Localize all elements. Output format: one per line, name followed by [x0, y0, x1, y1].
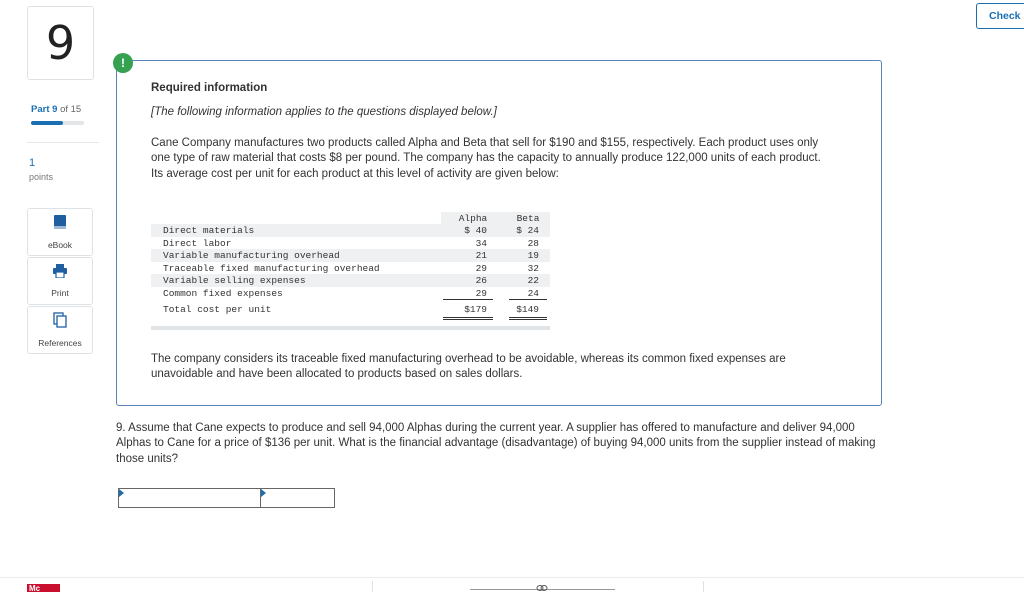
- table-footer-bar: [151, 326, 550, 330]
- footer-separator: [372, 581, 373, 592]
- table-row: [151, 237, 550, 250]
- required-info-title: Required information: [151, 82, 268, 94]
- total-label: Total cost per unit: [163, 303, 272, 315]
- row-label: Direct labor: [163, 237, 232, 249]
- points-value: 1: [29, 157, 36, 169]
- beta-value: 24: [527, 287, 539, 299]
- alpha-value: 29: [475, 262, 487, 274]
- beta-value: $ 24: [516, 225, 539, 236]
- part-total: of 15: [60, 104, 82, 115]
- alpha-value: 26: [475, 275, 487, 287]
- table-row: [151, 249, 550, 262]
- part-current: 9: [52, 104, 58, 115]
- table-row: [151, 287, 550, 300]
- ebook-button[interactable]: [27, 208, 93, 256]
- mcgraw-hill-logo: Mc: [27, 584, 60, 592]
- question-text: 9. Assume that Cane expects to produce and sell 94,000 Alphas during the current year. A supplier has offered to manufacture and deliver 94,000 Alphas to Cane for a price of $136 per unit. What is the financial advantage (disadvantage) of buying 94,000 units from the supplier instead of making those units?: [116, 422, 876, 465]
- ebook-label: eBook: [47, 240, 73, 250]
- part-progress-bar: [31, 121, 84, 125]
- table-header-row: [151, 212, 550, 224]
- alert-icon: !: [113, 53, 133, 73]
- alpha-value: 34: [475, 237, 487, 249]
- cost-per-unit-table: [151, 212, 550, 316]
- row-label: Direct materials: [163, 225, 255, 236]
- double-underline: [443, 317, 493, 318]
- footer-separator: [703, 581, 704, 592]
- table-row: [151, 274, 550, 287]
- beta-value: 22: [527, 275, 539, 287]
- answer-label-input[interactable]: [119, 490, 260, 508]
- double-underline: [509, 319, 547, 320]
- answer-label-cell: [119, 489, 261, 507]
- check-button[interactable]: Check: [976, 3, 1024, 29]
- link-icon[interactable]: [536, 584, 548, 592]
- beta-total: $149: [516, 303, 539, 315]
- part-prefix: Part: [31, 104, 50, 115]
- row-label: Common fixed expenses: [163, 287, 283, 299]
- references-label: References: [38, 338, 82, 348]
- table-row: [151, 224, 550, 237]
- double-underline: [509, 317, 547, 318]
- print-button[interactable]: [27, 257, 93, 305]
- required-info-subtitle: [The following information applies to the questions displayed below.]: [151, 106, 497, 118]
- alpha-value: $ 40: [464, 225, 487, 236]
- alpha-value: 21: [475, 250, 487, 262]
- beta-value: 28: [527, 237, 539, 249]
- alpha-total: $179: [464, 303, 487, 315]
- book-icon: [53, 214, 67, 235]
- beta-value: 32: [527, 262, 539, 274]
- points-label: points: [29, 172, 54, 182]
- answer-row: [118, 488, 335, 508]
- header-alpha: Alpha: [458, 213, 488, 224]
- required-info-body: Cane Company manufactures two products called Alpha and Beta that sell for $190 and $155, respectively. Each product uses only one type of raw material that costs $8 per pound. The company has the capacity to annually produce 122,000 units of each product. Its average cost per unit for each product at this level of activity are given below:: [151, 137, 821, 180]
- dropdown-marker-icon: [119, 489, 124, 497]
- row-label: Traceable fixed manufacturing overhead: [163, 262, 380, 274]
- required-info-note: The company considers its traceable fixed manufacturing overhead to be avoidable, whereas its common fixed expenses are unavoidable and have been allocated to products based on sales dollars.: [151, 353, 786, 381]
- table-row: [151, 262, 550, 275]
- references-button[interactable]: [27, 306, 93, 354]
- dropdown-marker-icon: [261, 489, 266, 497]
- footer-divider: [0, 577, 1024, 578]
- beta-value: 19: [527, 250, 539, 262]
- print-label: Print: [51, 288, 69, 298]
- row-label: Variable selling expenses: [163, 275, 306, 287]
- row-label: Variable manufacturing overhead: [163, 250, 340, 262]
- header-beta: Beta: [516, 213, 540, 224]
- answer-amount-input[interactable]: [261, 490, 334, 508]
- double-underline: [443, 319, 493, 320]
- part-indicator: [31, 104, 81, 115]
- part-progress-fill: [31, 121, 63, 125]
- rail-divider: [27, 142, 99, 143]
- references-icon: [53, 312, 67, 333]
- printer-icon: [52, 264, 68, 283]
- answer-amount-cell: [261, 489, 334, 507]
- alpha-value: 29: [475, 287, 487, 299]
- question-number: 9: [27, 6, 94, 80]
- table-total-row: [151, 300, 550, 316]
